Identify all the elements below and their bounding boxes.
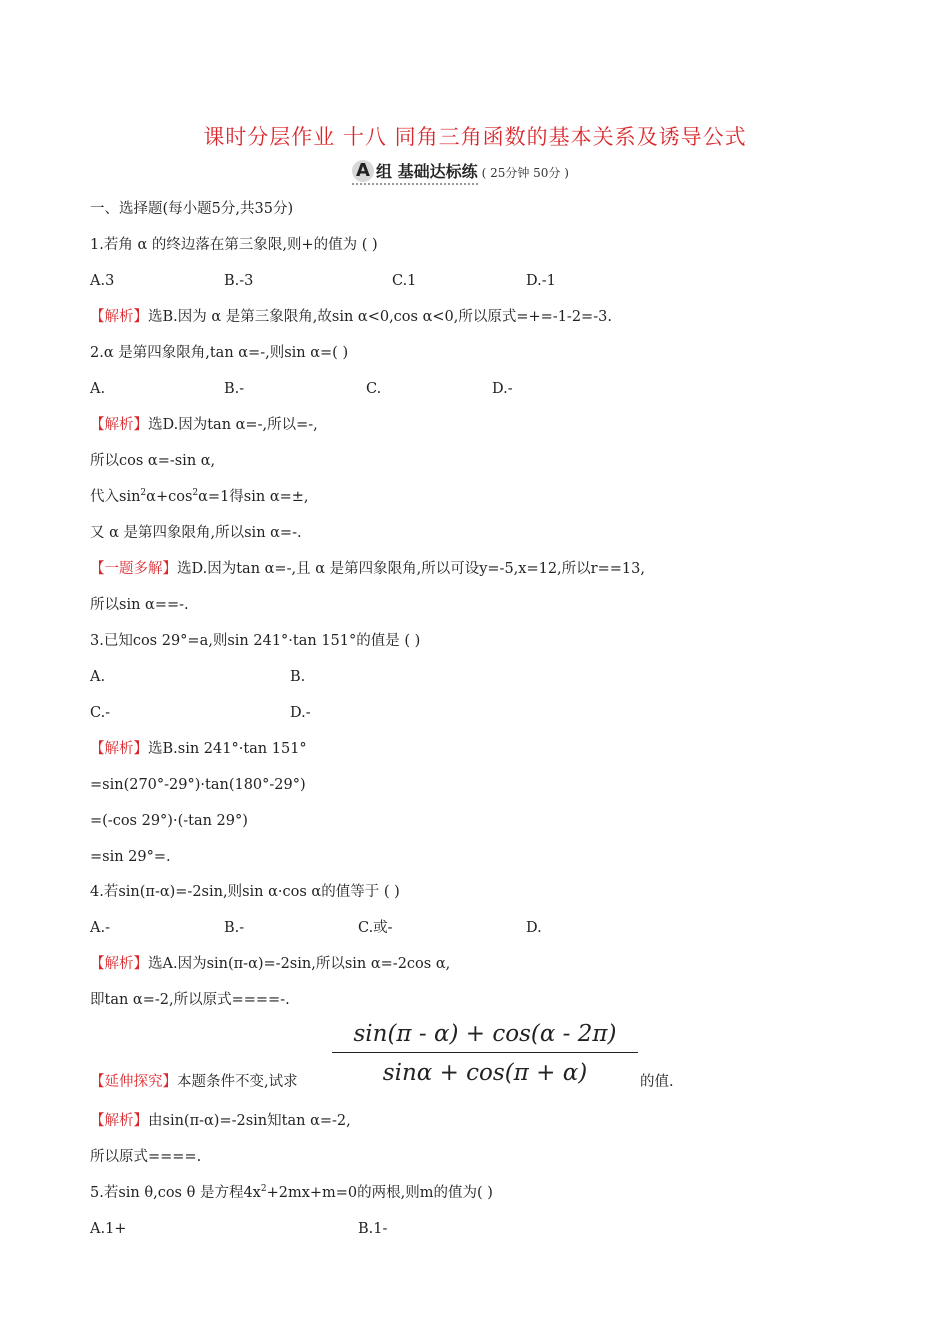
group-letter-icon: A — [352, 160, 374, 182]
section-heading: 一、选择题(每小题5分,共35分) — [90, 201, 294, 217]
answer-2 — [90, 415, 318, 435]
question-5 — [90, 1183, 493, 1203]
text-part: α+cos — [146, 489, 193, 505]
answer-4 — [90, 954, 450, 974]
answer-1-text: 选B.因为 α 是第三象限角,故sin α<0,cos α<0,所以原式=+=-1-2=-3. — [148, 309, 612, 325]
q4-option-b: B.- — [224, 920, 245, 936]
extension-tag: 【延伸探究】 — [90, 1074, 177, 1090]
q5-option-b: B.1- — [358, 1221, 388, 1237]
answer-2-alt-line-2: 所以sin α==-. — [90, 597, 189, 613]
q5-option-a: A.1+ — [90, 1221, 127, 1237]
fraction-bar — [332, 1052, 638, 1053]
fraction-numerator: sin(π - α) + cos(α - 2π) — [353, 1021, 617, 1047]
answer-4-text: 选A.因为sin(π-α)=-2sin,所以sin α=-2cos α, — [148, 956, 451, 972]
superscript: 2 — [140, 488, 147, 498]
text-part: 代入sin — [90, 489, 141, 505]
analysis-tag: 【解析】 — [90, 741, 148, 757]
answer-5-text: 由sin(π-α)=-2sin知tan α=-2, — [148, 1113, 351, 1129]
analysis-tag: 【解析】 — [90, 417, 148, 433]
formula-fraction — [332, 1018, 638, 1089]
answer-2-text: 选D.因为tan α=-,所以=-, — [148, 417, 318, 433]
extension-question — [90, 1072, 298, 1092]
q2-option-d: D.- — [492, 381, 513, 397]
answer-2-line-4: 又 α 是第四象限角,所以sin α=-. — [90, 525, 302, 541]
extension-text: 本题条件不变,试求 — [177, 1074, 298, 1090]
q2-option-a: A. — [90, 381, 106, 397]
q3-option-d: D.- — [290, 705, 311, 721]
q3-option-b: B. — [290, 669, 306, 685]
q1-option-c: C.1 — [392, 273, 417, 289]
group-badge — [352, 159, 478, 185]
answer-4-line-2: 即tan α=-2,所以原式====-. — [90, 992, 290, 1008]
analysis-tag: 【解析】 — [90, 1113, 148, 1129]
q1-option-b: B.-3 — [224, 273, 254, 289]
text-part: α=1得sin α=±, — [198, 489, 309, 505]
q4-option-a: A.- — [90, 920, 110, 936]
answer-2-alt — [90, 559, 645, 579]
q1-option-d: D.-1 — [526, 273, 556, 289]
answer-1 — [90, 307, 612, 327]
answer-2-alt-text: 选D.因为tan α=-,且 α 是第四象限角,所以可设y=-5,x=12,所以r==13, — [177, 561, 645, 577]
question-1: 1.若角 α 的终边落在第三象限,则+的值为 ( ) — [90, 237, 378, 253]
group-header — [352, 160, 569, 184]
page-title: 课时分层作业 十八 同角三角函数的基本关系及诱导公式 — [203, 125, 747, 149]
superscript: 2 — [192, 488, 199, 498]
answer-3-line-3: =(-cos 29°)·(-tan 29°) — [90, 813, 248, 829]
question-4: 4.若sin(π-α)=-2sin,则sin α·cos α的值等于 ( ) — [90, 884, 400, 900]
q3-option-a: A. — [90, 669, 106, 685]
text-part: 5.若sin θ,cos θ 是方程4x — [90, 1185, 261, 1201]
answer-2-line-3 — [90, 487, 309, 507]
answer-3 — [90, 739, 307, 759]
question-2: 2.α 是第四象限角,tan α=-,则sin α=( ) — [90, 345, 349, 361]
superscript: 2 — [260, 1184, 267, 1194]
group-label: 组 基础达标练 — [376, 162, 478, 181]
text-part: +2mx+m=0的两根,则m的值为( ) — [266, 1185, 493, 1201]
q2-option-c: C. — [366, 381, 382, 397]
question-3: 3.已知cos 29°=a,则sin 241°·tan 151°的值是 ( ) — [90, 633, 421, 649]
answer-5 — [90, 1111, 351, 1131]
answer-5-line-2: 所以原式====. — [90, 1149, 202, 1165]
answer-3-line-4: =sin 29°=. — [90, 849, 171, 865]
group-meta: ( 25分钟 50分 ) — [481, 165, 569, 180]
analysis-tag: 【解析】 — [90, 956, 148, 972]
alt-solution-tag: 【一题多解】 — [90, 561, 177, 577]
extension-tail: 的值. — [640, 1074, 674, 1090]
q4-option-d: D. — [526, 920, 542, 936]
fraction-denominator: sinα + cos(π + α) — [382, 1060, 588, 1086]
answer-3-line-2: =sin(270°-29°)·tan(180°-29°) — [90, 777, 306, 793]
q2-option-b: B.- — [224, 381, 245, 397]
answer-2-line-2: 所以cos α=-sin α, — [90, 453, 216, 469]
answer-3-text: 选B.sin 241°·tan 151° — [148, 741, 307, 757]
q1-option-a: A.3 — [90, 273, 115, 289]
q4-option-c: C.或- — [358, 920, 393, 936]
q3-option-c: C.- — [90, 705, 111, 721]
analysis-tag: 【解析】 — [90, 309, 148, 325]
